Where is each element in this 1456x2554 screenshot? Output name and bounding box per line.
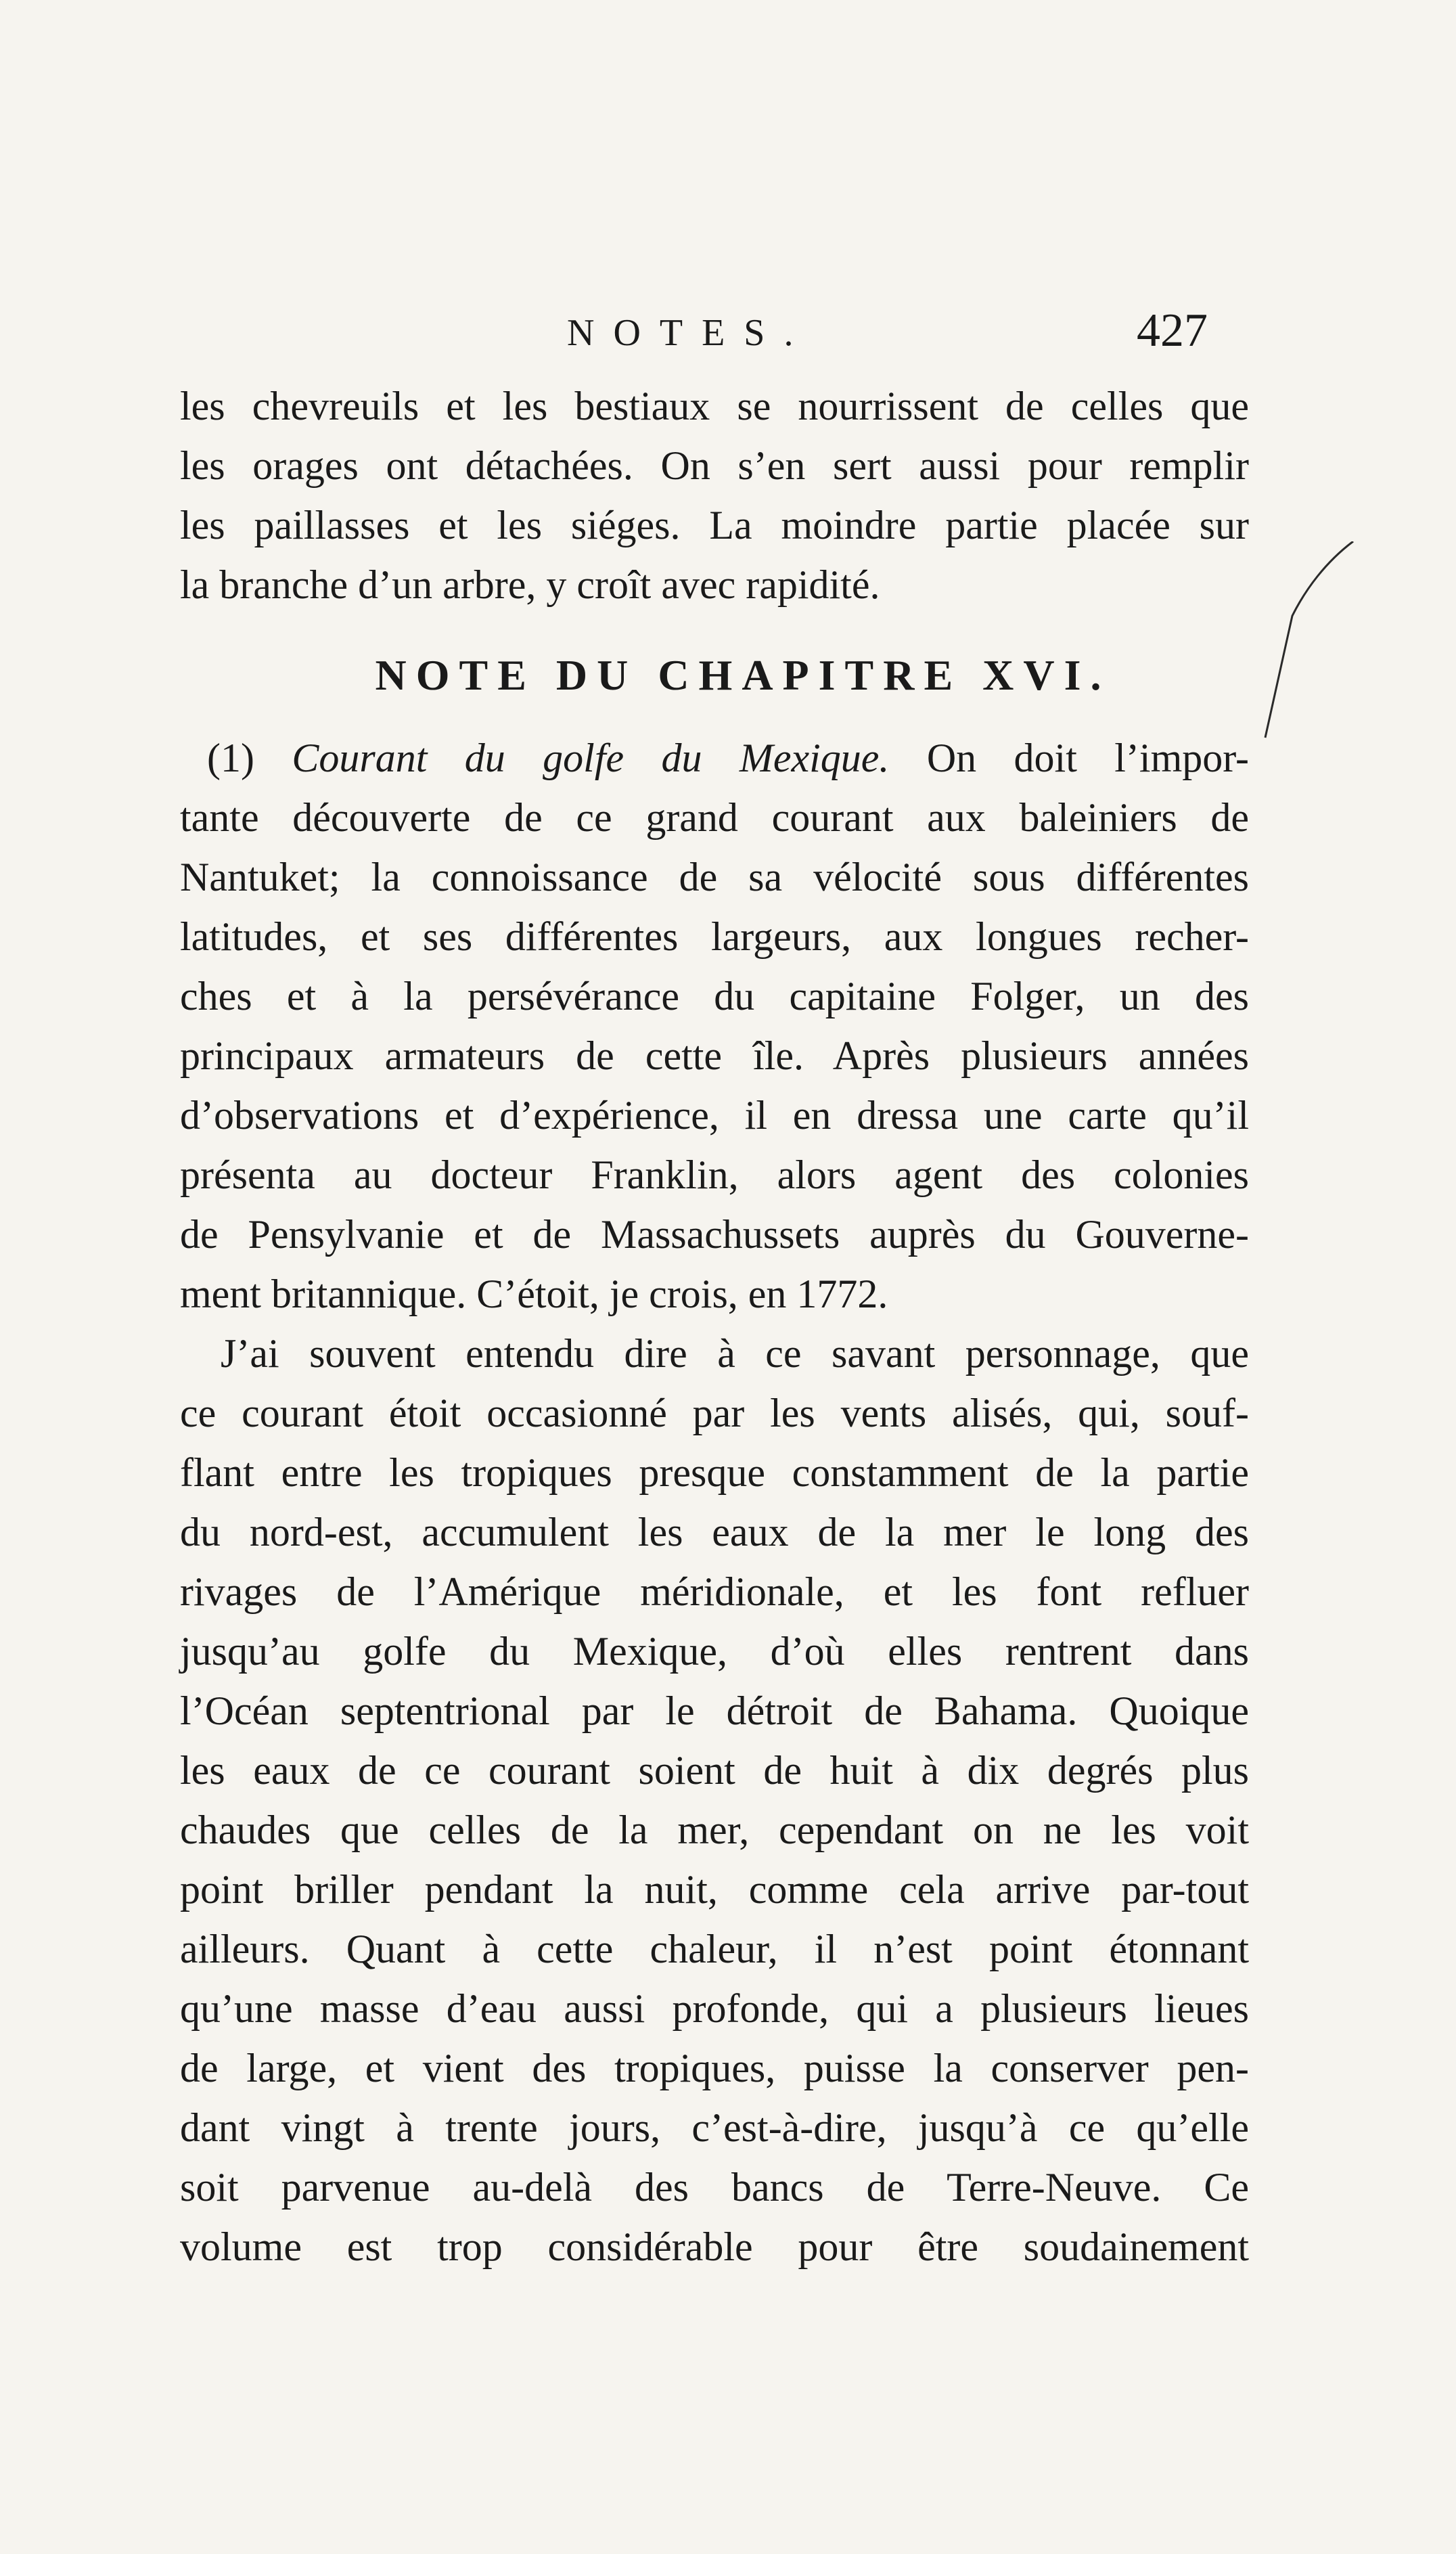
text-line: les eaux de ce courant soient de huit à dix degrés plus [180, 1748, 1249, 1793]
note-paragraph [180, 728, 1249, 1324]
text-line: latitudes, et ses différentes largeurs, aux longues recher- [180, 914, 1249, 959]
text-line: les paillasses et les siéges. La moindre partie placée sur [180, 503, 1249, 547]
note-first-line [180, 728, 1249, 788]
text-line: du nord-est, accumulent les eaux de la mer le long des [180, 1510, 1249, 1554]
text-line: qu’une masse d’eau aussi profonde, qui a plusieurs lieues [180, 1986, 1249, 2031]
text-line: de large, et vient des tropiques, puisse la conserver pen- [180, 2046, 1249, 2090]
text-line: dant vingt à trente jours, c’est-à-dire, jusqu’à ce qu’elle [180, 2105, 1249, 2150]
text-line: Nantuket; la connoissance de sa vélocité sous différentes [180, 855, 1249, 899]
text-line: flant entre les tropiques presque constamment de la partie [180, 1450, 1249, 1495]
text-line: J’ai souvent entendu dire à ce savant personnage, que [221, 1331, 1249, 1376]
text-line: les orages ont détachées. On s’en sert aussi pour remplir [180, 443, 1249, 488]
text-line: rivages de l’Amérique méridionale, et les font refluer [180, 1569, 1249, 1614]
text-line: point briller pendant la nuit, comme cela arrive par-tout [180, 1867, 1249, 1912]
text-line: ment britannique. C’étoit, je crois, en 1772. [180, 1272, 888, 1316]
text-line: chaudes que celles de la mer, cependant on ne les voit [180, 1808, 1249, 1852]
page-number: 427 [1137, 305, 1208, 357]
text-line: jusqu’au golfe du Mexique, d’où elles rentrent dans [180, 1629, 1249, 1674]
note-title: Courant du golfe du Mexique. [292, 736, 890, 780]
text-line: ce courant étoit occasionné par les vents alisés, qui, souf- [180, 1391, 1249, 1435]
note-heading-text: NOTE DU CHAPITRE XVI. [375, 651, 1111, 699]
text-line: soit parvenue au-delà des bancs de Terre-Neuve. Ce [180, 2165, 1249, 2210]
text-line: principaux armateurs de cette île. Après plusieurs années [180, 1033, 1249, 1078]
note-heading [0, 642, 1456, 709]
continuation-paragraph [180, 376, 1249, 614]
text-line: de Pensylvanie et de Massachussets auprès du Gouverne- [180, 1212, 1249, 1257]
text-line: l’Océan septentrional par le détroit de Bahama. Quoique [180, 1688, 1249, 1733]
text-line: ches et à la persévérance du capitaine Folger, un des [180, 974, 1249, 1018]
text-line: d’observations et d’expérience, il en dressa une carte qu’il [180, 1093, 1249, 1138]
text-line: tante découverte de ce grand courant aux baleiniers de [180, 795, 1249, 840]
margin-pencil-mark [1252, 541, 1360, 744]
text-line: ailleurs. Quant à cette chaleur, il n’est point étonnant [180, 1927, 1249, 1971]
text-line: présenta au docteur Franklin, alors agent des colonies [180, 1152, 1249, 1197]
note-first-line-rest: On doit l’impor- [926, 736, 1250, 780]
second-paragraph [180, 1324, 1249, 2277]
text-line: volume est trop considérable pour être soudainement [180, 2224, 1249, 2269]
running-head: NOTES. [567, 312, 813, 354]
text-line: la branche d’un arbre, y croît avec rapidité. [180, 562, 880, 607]
note-number: (1) [207, 736, 254, 780]
text-line: les chevreuils et les bestiaux se nourrissent de celles que [180, 384, 1249, 428]
page-header [0, 306, 1456, 360]
